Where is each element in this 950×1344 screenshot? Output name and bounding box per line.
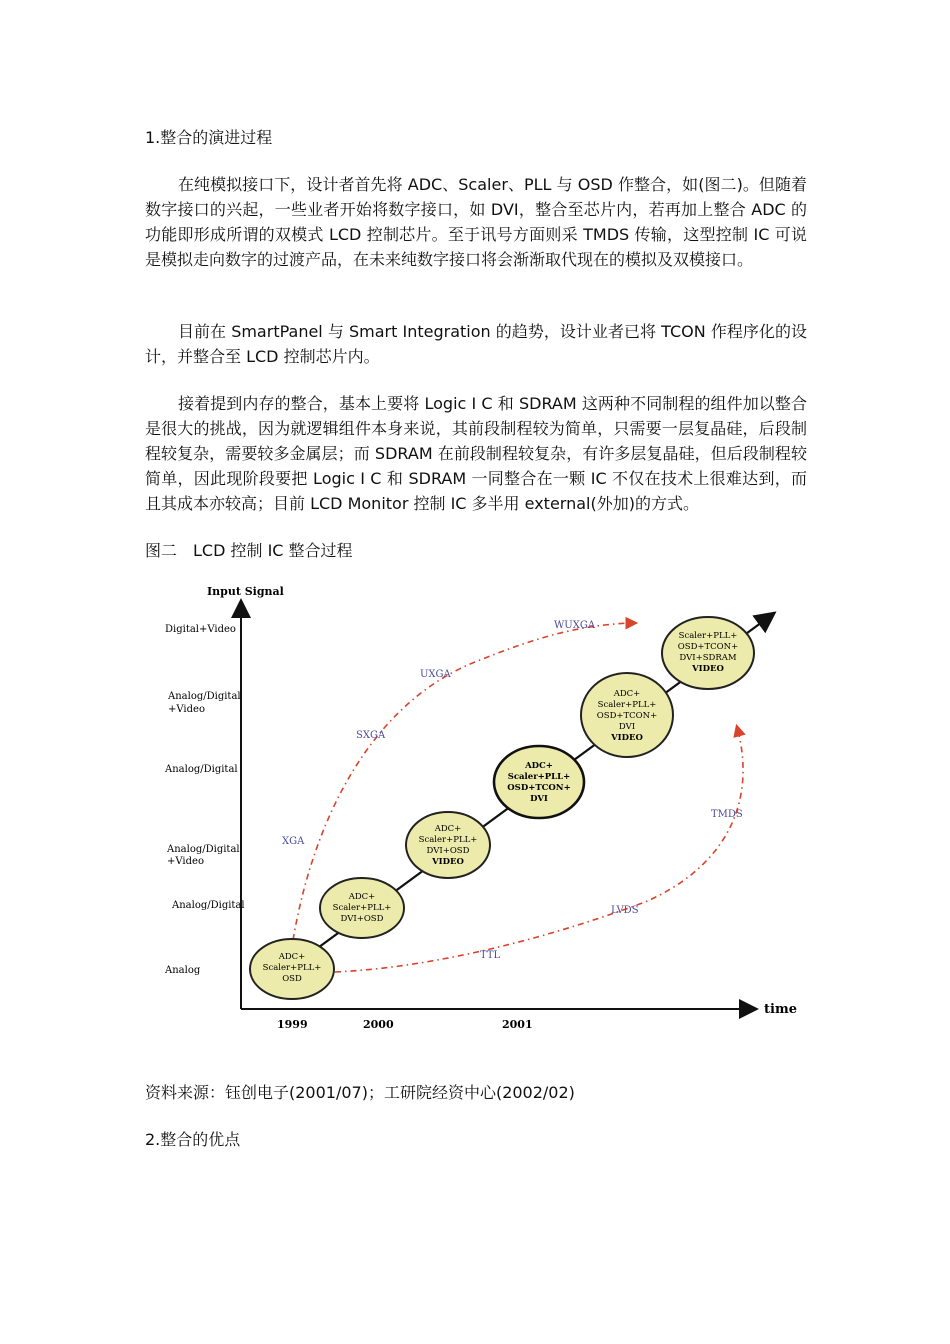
resolution-label: SXGA bbox=[356, 730, 386, 741]
stage-text: ADC+ Scaler+PLL+ DVI+OSD bbox=[332, 892, 392, 924]
source-note: 资料来源：钰创电子(2001/07)；工研院经资中心(2002/02) bbox=[145, 1083, 575, 1102]
stage-bubble bbox=[320, 878, 404, 938]
stage-text: ADC+ Scaler+PLL+ OSD+TCON+ DVI bbox=[507, 761, 571, 804]
interface-label: LVDS bbox=[611, 905, 639, 916]
stage-text: ADC+ Scaler+PLL+ OSD bbox=[262, 952, 322, 984]
stage-bubble bbox=[494, 746, 584, 818]
interface-label: TTL bbox=[480, 950, 501, 961]
y-level-label: Digital+Video bbox=[165, 624, 236, 635]
x-tick-label: 1999 bbox=[277, 1018, 308, 1031]
paragraph: 接着提到内存的整合，基本上要将 Logic I C 和 SDRAM 这两种不同制程的组件加以整合是很大的挑战，因为就逻辑组件本身来说，其前段制程较为简单，只需要一层复晶硅，后段制程较复杂，需要较多金属层；而 SDRAM 在前段制程较复杂，有许多层复晶硅，但后段制程较简单，因此现阶段要把 Logic I C 和 SDRAM 一同整合在一颗 IC 不仅在技术上很难达到，而且其成本亦较高；目前 LCD Monitor 控制 IC 多半用 external(外加)的方式。 bbox=[145, 394, 807, 513]
y-level-label: Analog/Digital +Video bbox=[168, 691, 241, 715]
paragraph: 目前在 SmartPanel 与 Smart Integration 的趋势，设计业者已将 TCON 作程序化的设计，并整合至 LCD 控制芯片内。 bbox=[145, 322, 807, 366]
interface-label: TMDS bbox=[711, 809, 743, 820]
stage-text: ADC+ Scaler+PLL+ DVI+OSD VIDEO bbox=[418, 824, 478, 867]
x-tick-label: 2000 bbox=[363, 1018, 394, 1031]
paragraph: 在纯模拟接口下，设计者首先将 ADC、Scaler、PLL 与 OSD 作整合，如(图二)。但随着数字接口的兴起，一些业者开始将数字接口，如 DVI，整合至芯片内，若再加上整合 ADC 的功能即形成所谓的双模式 LCD 控制芯片。至于讯号方面则采 TMDS 传输，这型控制 IC 可说是模拟走向数字的过渡产品，在未来纯数字接口将会渐渐取代现在的模拟及双模接口。 bbox=[145, 175, 807, 269]
x-axis-title: time bbox=[764, 1002, 797, 1017]
figure-caption: 图二 LCD 控制 IC 整合过程 bbox=[145, 541, 353, 560]
y-axis-title: Input Signal bbox=[207, 585, 284, 598]
y-level-label: Analog/Digital bbox=[165, 764, 238, 775]
stage-bubble bbox=[250, 939, 334, 999]
stage-bubble bbox=[581, 673, 673, 757]
integration-figure bbox=[145, 572, 815, 1042]
stage-text: ADC+ Scaler+PLL+ OSD+TCON+ DVI VIDEO bbox=[596, 689, 658, 743]
resolution-label: WUXGA bbox=[554, 620, 596, 631]
y-level-label: Analog bbox=[165, 965, 201, 976]
stage-text: Scaler+PLL+ OSD+TCON+ DVI+SDRAM VIDEO bbox=[677, 631, 739, 674]
resolution-label: XGA bbox=[282, 836, 305, 847]
section-heading: 2.整合的优点 bbox=[145, 1130, 241, 1149]
y-level-label: Analog/Digital +Video bbox=[167, 844, 240, 867]
y-level-label: Analog/Digital bbox=[172, 900, 245, 911]
x-tick-label: 2001 bbox=[502, 1018, 533, 1031]
stage-ellipse bbox=[494, 746, 584, 818]
stage-bubble bbox=[662, 617, 754, 689]
stage-ellipse bbox=[406, 812, 490, 878]
section-heading: 1.整合的演进过程 bbox=[145, 128, 273, 147]
resolution-label: UXGA bbox=[420, 669, 451, 680]
stage-bubble bbox=[406, 812, 490, 878]
